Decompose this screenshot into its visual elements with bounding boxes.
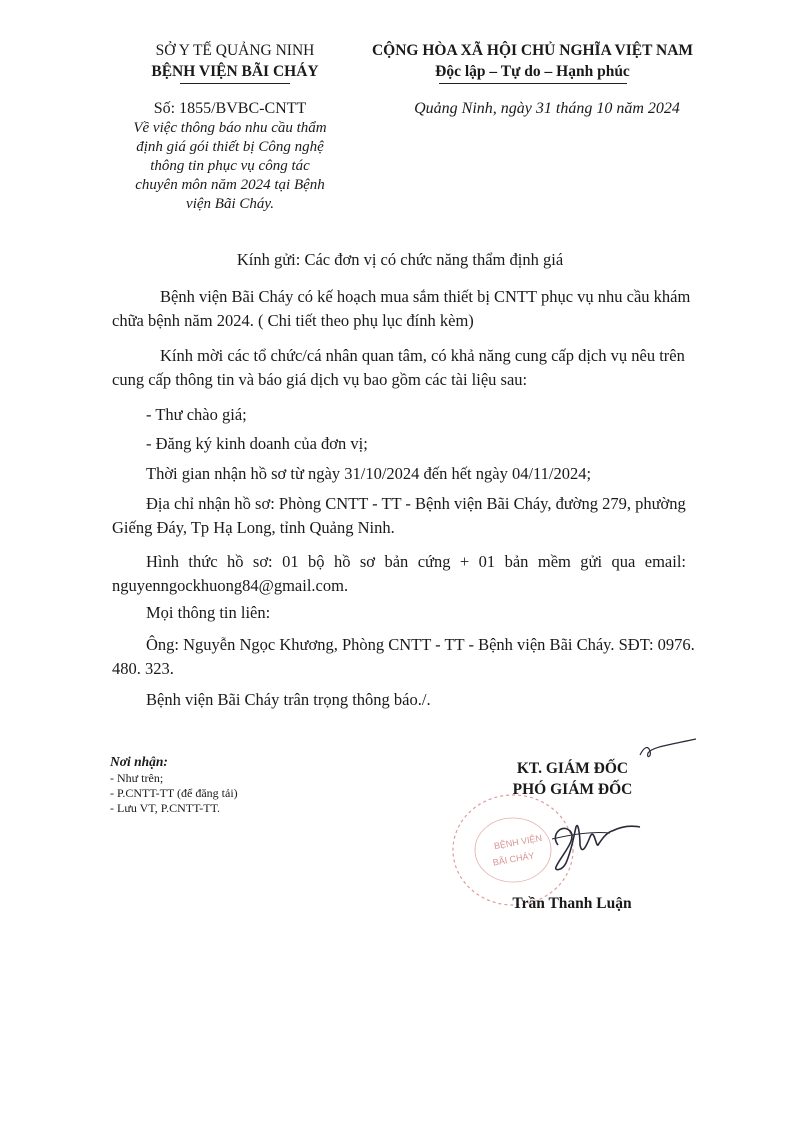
signer-authority: KT. GIÁM ĐỐC <box>516 760 629 777</box>
subject-line: chuyên môn năm 2024 tại Bệnh <box>135 177 325 193</box>
contact-intro: Mọi thông tin liên: <box>146 603 271 622</box>
list-item-business-registration: - Đăng ký kinh doanh của đơn vị; <box>146 434 368 453</box>
svg-text:BỆNH VIỆN: BỆNH VIỆN <box>493 832 543 852</box>
address-line-2: Giếng Đáy, Tp Hạ Long, tỉnh Quảng Ninh. <box>112 518 395 537</box>
national-header <box>355 40 710 84</box>
format-line-1: Hình thức hồ sơ: 01 bộ hồ sơ bản cứng + 01 bản mềm gửi qua email: <box>146 552 686 571</box>
contact-line-2: 480. 323. <box>112 659 174 678</box>
header-left-divider <box>180 83 290 84</box>
recipient-item: - P.CNTT-TT (để đăng tải) <box>110 786 238 800</box>
subject-line: viện Bãi Cháy. <box>186 196 274 212</box>
signer-position: PHÓ GIÁM ĐỐC <box>512 781 633 798</box>
closing-line: Bệnh viện Bãi Cháy trân trọng thông báo./. <box>146 690 431 709</box>
department-name: SỞ Y TẾ QUẢNG NINH <box>155 42 315 59</box>
recipients-title: Nơi nhận: <box>110 754 168 769</box>
svg-text:BÃI CHÁY: BÃI CHÁY <box>492 850 536 868</box>
contact-email[interactable]: nguyenngockhuong84@gmail.com. <box>112 576 349 595</box>
hospital-name: BỆNH VIỆN BÃI CHÁY <box>151 63 319 80</box>
paragraph-2-line-2: cung cấp thông tin và báo giá dịch vụ bao gồm các tài liệu sau: <box>112 370 528 389</box>
contact-line-1: Ông: Nguyễn Ngọc Khương, Phòng CNTT - TT - Bệnh viện Bãi Cháy. SĐT: 0976. <box>146 635 695 654</box>
subject-line: Về việc thông báo nhu cầu thẩm <box>133 120 327 136</box>
date-line: Quảng Ninh, ngày 31 tháng 10 năm 2024 <box>414 100 680 117</box>
handwritten-signature-icon <box>540 805 650 875</box>
header-right-divider <box>439 83 627 84</box>
subject-line: thông tin phục vụ công tác <box>150 158 310 174</box>
paragraph-2-line-1: Kính mời các tổ chức/cá nhân quan tâm, có khả năng cung cấp dịch vụ nêu trên <box>160 346 685 365</box>
issuing-organization <box>100 40 370 84</box>
salutation: Kính gửi: Các đơn vị có chức năng thẩm định giá <box>236 250 564 269</box>
initial-mark-icon <box>638 735 698 763</box>
signer-name: Trần Thanh Luận <box>512 895 632 912</box>
address-line-1: Địa chỉ nhận hồ sơ: Phòng CNTT - TT - Bệnh viện Bãi Cháy, đường 279, phường <box>146 494 686 513</box>
recipient-item: - Lưu VT, P.CNTT-TT. <box>110 801 221 815</box>
subject-line: định giá gói thiết bị Công nghệ <box>136 139 324 155</box>
recipients-list <box>110 771 238 816</box>
national-motto: Độc lập – Tự do – Hạnh phúc <box>435 63 630 80</box>
republic-title: CỘNG HÒA XÃ HỘI CHỦ NGHĨA VIỆT NAM <box>371 42 694 59</box>
recipient-item: - Như trên; <box>110 771 164 785</box>
paragraph-1-line-1: Bệnh viện Bãi Cháy có kế hoạch mua sắm thiết bị CNTT phục vụ nhu cầu khám <box>160 287 691 306</box>
submission-deadline: Thời gian nhận hồ sơ từ ngày 31/10/2024 đến hết ngày 04/11/2024; <box>146 464 592 483</box>
list-item-quotation: - Thư chào giá; <box>146 405 247 424</box>
document-number: Số: 1855/BVBC-CNTT <box>153 100 307 117</box>
paragraph-1-line-2: chữa bệnh năm 2024. ( Chi tiết theo phụ lục đính kèm) <box>112 311 474 330</box>
document-subject <box>110 119 350 214</box>
